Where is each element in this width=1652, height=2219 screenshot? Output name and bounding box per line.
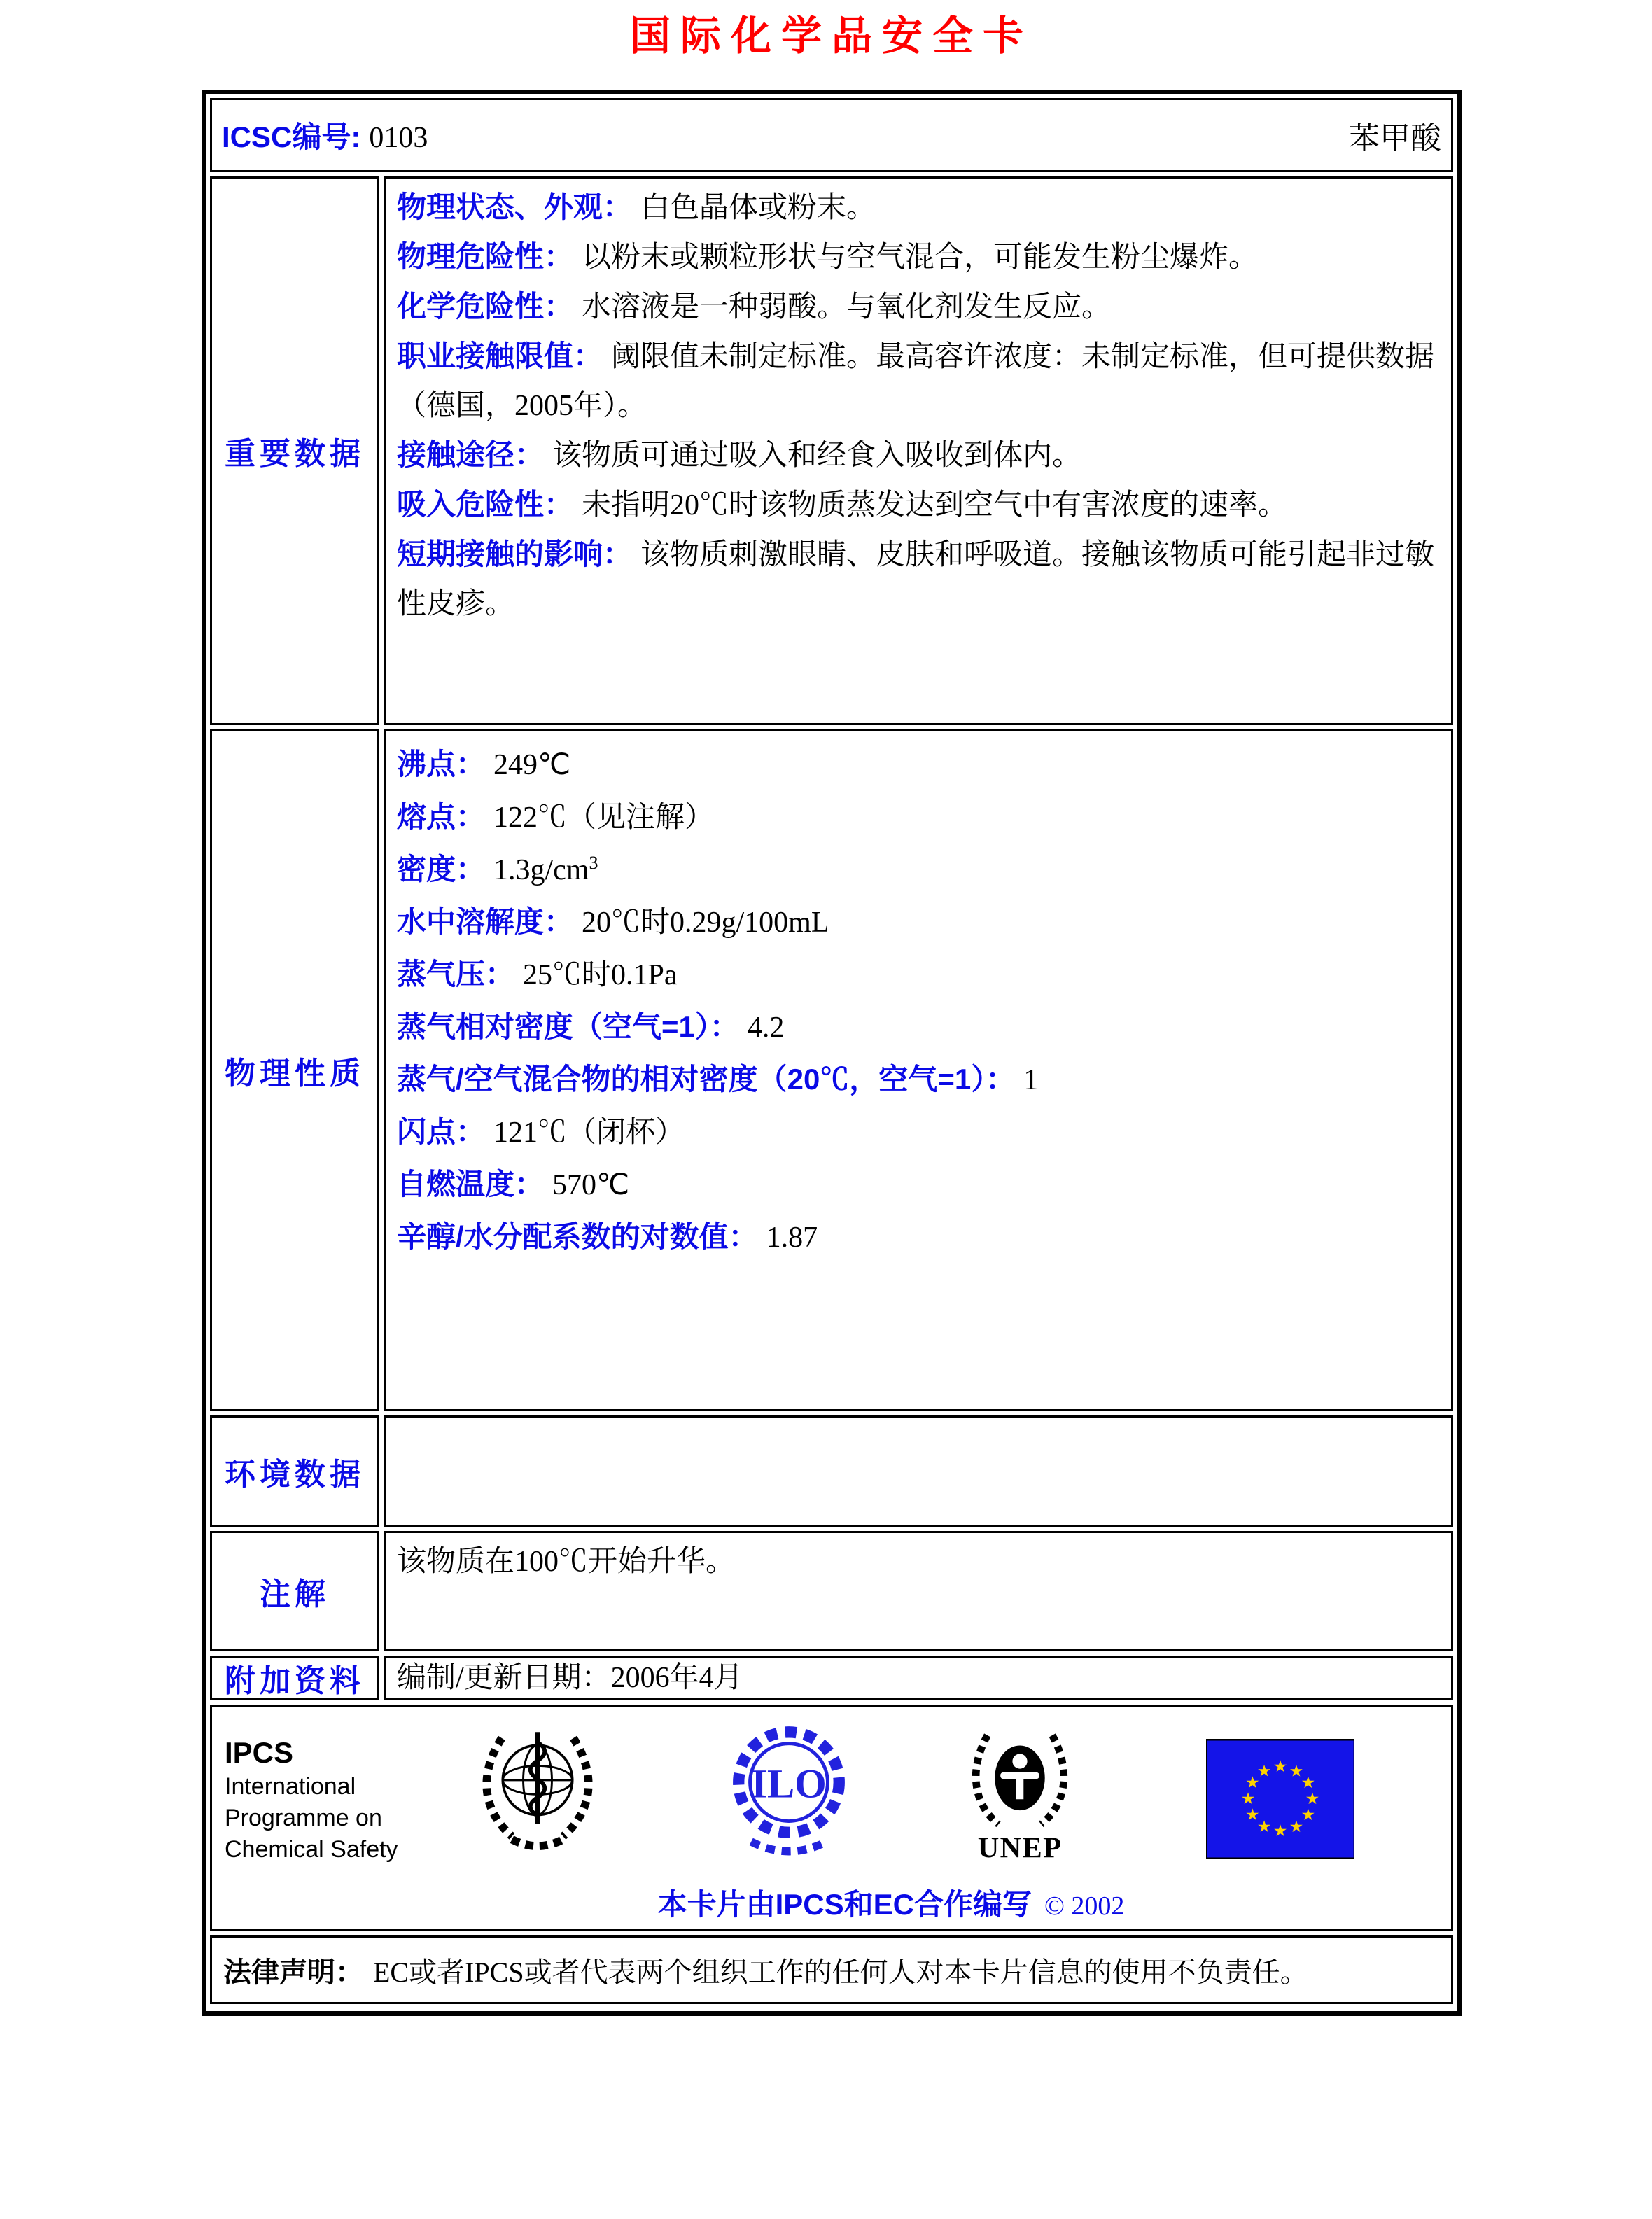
superscript: 3 (589, 853, 598, 873)
property-line: 蒸气相对密度（空气=1）： 4.2 (397, 1010, 785, 1044)
row-label-environmental-data: 环境数据 (210, 1415, 379, 1527)
svg-text:★: ★ (1256, 1817, 1272, 1835)
important-item: 物理危险性： 以粉末或颗粒形状与空气混合，可能发生粉尘爆炸。 (397, 240, 1259, 274)
update-date-value: 2006年4月 (610, 1662, 743, 1694)
property-line: 密度： $1.3g/cm^3$ (397, 853, 598, 886)
property-line: 辛醇/水分配系数的对数值： 1.87 (397, 1220, 818, 1254)
chemical-name: 苯甲酸 (1349, 121, 1441, 155)
header-row (208, 96, 1455, 174)
row-label-physical-properties: 物理性质 (210, 729, 379, 1411)
svg-text:★: ★ (1301, 1806, 1316, 1824)
copyright-text: © 2002 (1044, 1891, 1125, 1921)
additional-info-row (208, 1653, 1455, 1702)
environmental-data-content (384, 1415, 1453, 1527)
important-item: 短期接触的影响： 该物质刺激眼睛、皮肤和呼吸道。接触该物质可能引起非过敏性皮疹。 (397, 538, 1435, 620)
property-line: 熔点： 122℃（见注解） (397, 800, 715, 834)
important-item: 接触途径： 该物质可通过吸入和经食入吸收到体内。 (397, 438, 1082, 472)
icsc-number-value: 0103 (369, 122, 428, 154)
property-line: 自燃温度： 570℃ (397, 1168, 630, 1201)
important-item: 化学危险性： 水溶液是一种弱酸。与氧化剂发生反应。 (397, 290, 1112, 323)
physical-properties-row (208, 727, 1455, 1413)
unep-logo-text: UNEP (977, 1831, 1063, 1865)
svg-text:★: ★ (1273, 1822, 1288, 1840)
svg-text:★: ★ (1273, 1758, 1288, 1776)
svg-text:★: ★ (1245, 1806, 1260, 1824)
icsc-number-group (222, 114, 428, 156)
important-item: 职业接触限值： 阈限值未制定标准。最高容许浓度：未制定标准，但可提供数据（德国，2005年）。 (397, 340, 1435, 422)
ipcs-title: IPCS (225, 1736, 294, 1769)
eu-flag-icon (1206, 1739, 1354, 1859)
row-label-important-data: 重要数据 (210, 176, 379, 725)
additional-info-content (384, 1656, 1453, 1700)
row-label-additional-info: 附加资料 (210, 1656, 379, 1700)
svg-text:★: ★ (1301, 1774, 1316, 1792)
legal-notice-cell (210, 1935, 1453, 2004)
ilo-logo-icon (715, 1715, 863, 1865)
svg-text:★: ★ (1245, 1774, 1260, 1792)
important-item: 吸入危险性： 未指明20℃时该物质蒸发达到空气中有害浓度的速率。 (397, 488, 1288, 522)
property-line: 水中溶解度： 20℃时0.29g/100mL (397, 905, 830, 939)
icsc-card-table (202, 90, 1462, 2016)
cooperation-caption: 本卡片由IPCS和EC合作编写 © 2002 (657, 1888, 1125, 1921)
svg-text:★: ★ (1289, 1817, 1304, 1835)
important-item: 物理状态、外观： 白色晶体或粉末。 (397, 190, 876, 224)
icsc-number-label: ICSC编号: (222, 120, 361, 153)
important-data-content (384, 176, 1453, 725)
card-header-cell (210, 98, 1453, 172)
svg-text:★: ★ (1240, 1790, 1256, 1808)
who-logo-icon (471, 1715, 604, 1865)
unep-logo-icon (960, 1715, 1080, 1870)
logos-row (208, 1702, 1455, 1933)
logos-cell (210, 1704, 1453, 1931)
property-line: 闪点： 121℃（闭杯） (397, 1115, 685, 1149)
legal-notice-text: EC或者IPCS或者代表两个组织工作的任何人对本卡片信息的使用不负责任。 (373, 1956, 1308, 1988)
notes-content: 该物质在100℃开始升华。 (384, 1531, 1453, 1651)
important-data-row (208, 174, 1455, 727)
page-title: 国际化学品安全卡 (629, 13, 1033, 59)
legal-notice-label: 法律声明： (223, 1956, 363, 1988)
svg-text:★: ★ (1305, 1790, 1320, 1808)
row-label-notes: 注解 (210, 1531, 379, 1651)
update-date-label: 编制/更新日期： (397, 1662, 611, 1694)
property-line: 蒸气压： 25℃时0.1Pa (397, 958, 678, 991)
environmental-data-row (208, 1413, 1455, 1529)
property-line: 蒸气/空气混合物的相对密度（20℃，空气=1）： 1 (397, 1063, 1039, 1096)
svg-text:★: ★ (1289, 1762, 1304, 1780)
notes-row (208, 1529, 1455, 1653)
property-line: 沸点： 249℃ (397, 748, 571, 781)
physical-properties-content (384, 729, 1453, 1411)
ipcs-text-block: IPCS International Programme on Chemical Safety (225, 1736, 398, 1863)
legal-notice-row (208, 1933, 1455, 2006)
ilo-logo-text: ILO (751, 1760, 827, 1807)
svg-text:★: ★ (1256, 1762, 1272, 1780)
